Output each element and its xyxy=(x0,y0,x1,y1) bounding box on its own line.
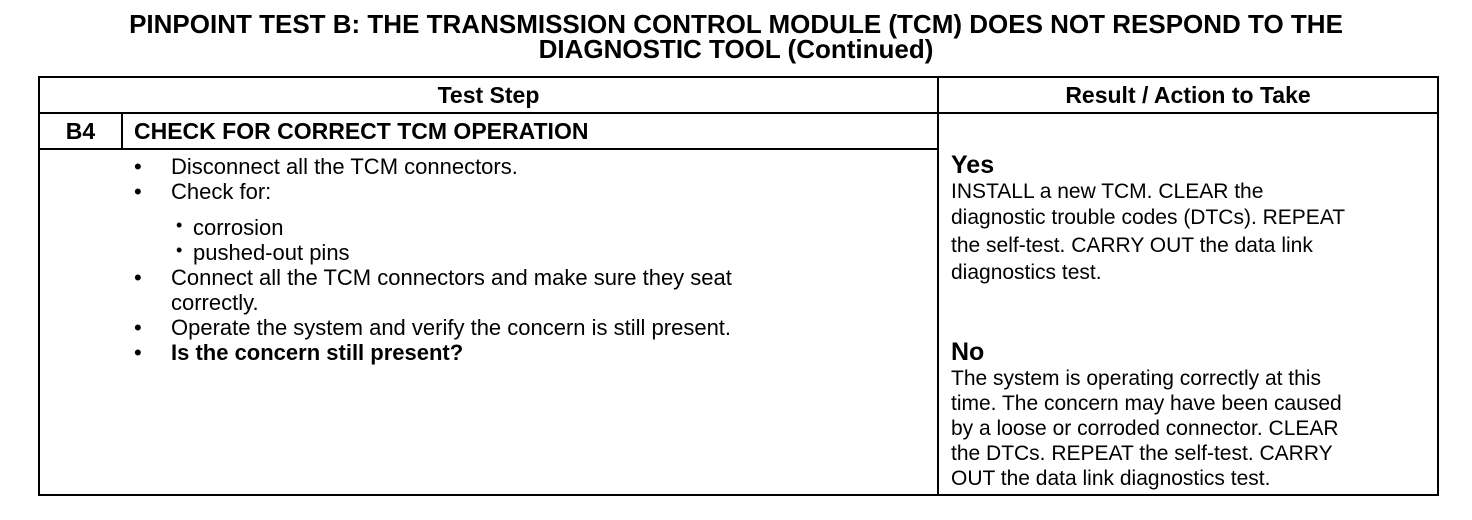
title-line-1: PINPOINT TEST B: THE TRANSMISSION CONTROL MODULE (TCM) DOES NOT RESPOND TO THE xyxy=(129,9,1343,39)
result-no-line: the DTCs. REPEAT the self-test. CARRY xyxy=(951,442,1333,465)
bullet: • xyxy=(134,315,142,340)
result-no-label: No xyxy=(951,338,985,366)
list-item-continued: correctly. xyxy=(171,290,259,315)
column-divider xyxy=(937,76,939,496)
bullet: • xyxy=(134,340,142,365)
page-title xyxy=(0,9,1472,64)
result-yes-line: the self-test. CARRY OUT the data link xyxy=(951,234,1313,257)
question-item: Is the concern still present? xyxy=(171,340,464,365)
header-test-step: Test Step xyxy=(437,82,540,108)
step-id-divider xyxy=(121,112,123,150)
sub-list-item: pushed-out pins xyxy=(193,240,350,265)
header-result-action: Result / Action to Take xyxy=(1065,82,1311,108)
result-no-line: OUT the data link diagnostics test. xyxy=(951,467,1271,490)
list-item: Disconnect all the TCM connectors. xyxy=(171,154,518,179)
step-id: B4 xyxy=(65,118,96,144)
step-title: CHECK FOR CORRECT TCM OPERATION xyxy=(134,118,589,144)
list-item: Connect all the TCM connectors and make sure they seat xyxy=(171,265,732,290)
result-yes-line: INSTALL a new TCM. CLEAR the xyxy=(951,180,1264,203)
result-no-line: The system is operating correctly at this xyxy=(951,367,1321,390)
bullet: • xyxy=(134,179,142,204)
table-border-right xyxy=(1437,76,1439,496)
result-yes-label: Yes xyxy=(951,151,995,179)
sub-list-item: corrosion xyxy=(193,215,284,240)
step-title-divider xyxy=(38,148,939,150)
list-item: Operate the system and verify the concern is still present. xyxy=(171,315,732,340)
sub-bullet: • xyxy=(176,240,183,260)
bullet: • xyxy=(134,265,142,290)
result-no-line: by a loose or corroded connector. CLEAR xyxy=(951,417,1339,440)
result-yes-line: diagnostic trouble codes (DTCs). REPEAT xyxy=(951,206,1346,229)
list-item: Check for: xyxy=(171,179,272,204)
title-line-2: DIAGNOSTIC TOOL (Continued) xyxy=(538,34,934,64)
table-border-top xyxy=(38,76,1439,78)
bullet: • xyxy=(134,154,142,179)
result-no-line: time. The concern may have been caused xyxy=(951,392,1342,415)
table-border-bottom xyxy=(38,494,1439,496)
sub-bullet: • xyxy=(176,215,183,235)
header-divider xyxy=(38,112,1439,114)
result-yes-line: diagnostics test. xyxy=(951,261,1102,284)
